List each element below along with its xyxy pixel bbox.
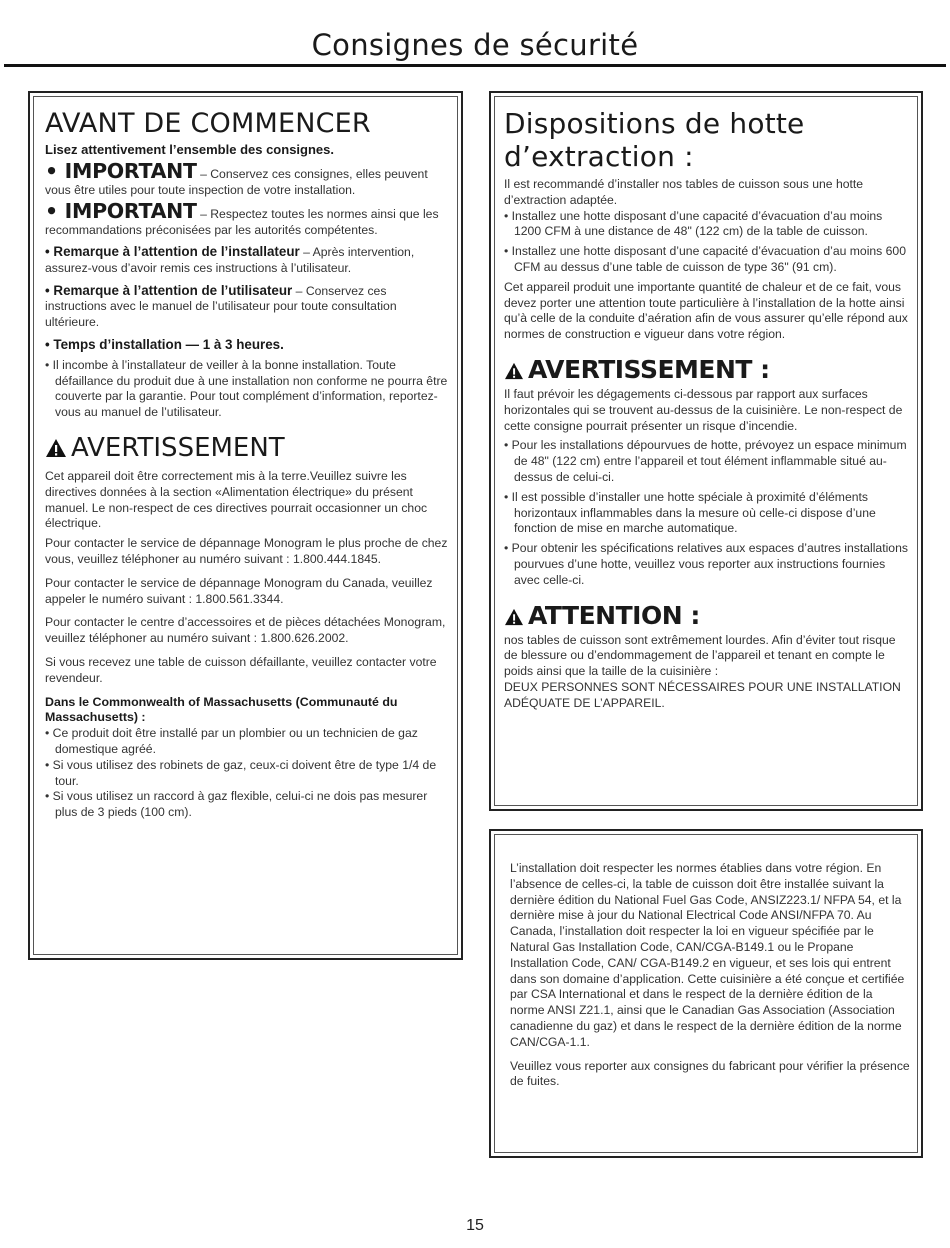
install-time-notes: [45, 358, 448, 421]
list-item: • Pour obtenir les spécifications relatives aux espaces d’autres installations pourvues d’une hotte, veuillez vous reporter aux instructions fournies avec celle-ci.: [504, 541, 910, 588]
warning-triangle-icon: [45, 435, 67, 465]
two-person-text: DEUX PERSONNES SONT NÉCESSAIRES POUR UNE INSTALLATION ADÉQUATE DE L’APPAREIL.: [504, 679, 901, 710]
installer-remark-label: • Remarque à l’attention de l’installateur: [45, 244, 300, 259]
hood-requirements-box: [489, 91, 923, 811]
list-item: • Pour les installations dépourvues de hotte, prévoyez un espace minimum de 48" (122 cm) entre l’appareil et tout élément inflammable situé au-dessus de celui-ci.: [504, 438, 910, 485]
list-item: • Ce produit doit être installé par un plombier ou un technicien de gaz domestique agréé.: [45, 726, 448, 758]
service-canada-text: Pour contacter le service de dépannage Monogram du Canada, veuillez appeler le numéro suivant : 1.800.561.3344.: [45, 575, 433, 606]
warning-triangle-icon: [504, 603, 524, 633]
before-starting-subheading: Lisez attentivement l’ensemble des consignes.: [45, 142, 334, 157]
list-item: • Installez une hotte disposant d’une capacité d’évacuation d’au moins 1200 CFM à une distance de 48" (122 cm) de la table de cuisson.: [504, 209, 910, 241]
important-note-2: [45, 199, 448, 238]
important-note-1: [45, 159, 448, 198]
hood-list: [504, 209, 910, 276]
parts-center-text: Pour contacter le centre d’accessoires et de pièces détachées Monogram, veuillez téléphoner au numéro suivant : 1.800.626.2002.: [45, 615, 446, 646]
heat-note: Cet appareil produit une importante quantité de chaleur et de ce fait, vous devez porter une attention toute particulière à l’installation de la hotte ainsi qu’à celle de la conduite d’aération afin de vous assurer qu’elle répond aux normes de construction e vigueur dans votre région.: [504, 279, 908, 342]
weight-warning-text: nos tables de cuisson sont extrêmement lourdes. Afin d’éviter tout risque de blessure ou d’endommagement de l’appareil et tenant en compte le poids ainsi que la taille de la cuisinière :: [504, 632, 896, 679]
warning-title: AVERTISSEMENT: [71, 432, 285, 463]
install-time: [45, 337, 448, 354]
list-item: • Il incombe à l’installateur de veiller à la bonne installation. Toute défaillance du produit due à une installation non conforme ne pourra être couverte par la garantie. Pour tout complément d’information, reportez-vous au manuel de l’utilisateur.: [45, 358, 448, 421]
user-remark-label: • Remarque à l’attention de l’utilisateur: [45, 282, 293, 298]
codes-compliance-box: [489, 829, 923, 1158]
defective-unit-text: Si vous recevez une table de cuisson défaillante, veuillez contacter votre revendeur.: [45, 654, 437, 685]
massachusetts-heading: Dans le Commonwealth of Massachusetts (Communauté du Massachusetts) :: [45, 694, 398, 725]
hood-heading: Dispositions de hotte d’extraction :: [504, 107, 805, 173]
attention-heading: [504, 601, 910, 633]
codes-text: L’installation doit respecter les normes établies dans votre région. En l’absence de celles-ci, la table de cuisson doit être installée suivant la dernière édition du National Fuel Gas Code, ANSIZ223.1/ NFPA 54, et la dernière mise à jour du National Electrical Code ANSI/NFPA 70. Au Canada, l’installation doit respecter la loi en vigueur spécifiée par le Natural Gas Installation Code, CAN/CGA-B149.1 ou le Propane Installation Code, CAN/ CGA-B149.2 en vigueur, et ses lois qui entrent dans son domaine d’application. Cette cuisinière a été conçue et certifiée par CSA International et dans le respect de la dernière édition de la norme ANSI Z21.1, ainsi que le Canadian Gas Association (Association canadienne du gaz) et dans le respect de la dernière édition de la norme CAN/CGA-1.1.: [510, 861, 905, 1049]
before-starting-heading: AVANT DE COMMENCER: [45, 108, 371, 139]
list-item: • Si vous utilisez des robinets de gaz, ceux-ci doivent être de type 1/4 de tour.: [45, 758, 448, 790]
warning-grounding-text: Cet appareil doit être correctement mis à la terre.Veuillez suivre les directives données à la section «Alimentation électrique» du présent manuel. Le non-respect de ces directives pourrait occasionner un choc électrique.: [45, 468, 428, 531]
attention-title: ATTENTION :: [528, 600, 700, 630]
warning-heading: [504, 355, 910, 387]
important-text: – Conservez ces consignes, elles peuvent vous être utiles pour toute inspection de votre installation.: [45, 167, 428, 197]
list-item: • Si vous utilisez un raccord à gaz flexible, celui-ci ne dois pas mesurer plus de 3 pieds (100 cm).: [45, 789, 448, 821]
service-us-text: Pour contacter le service de dépannage Monogram le plus proche de chez vous, veuillez téléphoner au numéro suivant : 1.800.444.1845.: [45, 536, 448, 566]
title-divider: [4, 64, 946, 67]
installer-remark-text: – Après intervention, assurez-vous d’avoir remis ces instructions à l’utilisateur.: [45, 245, 415, 275]
massachusetts-list: [45, 726, 448, 821]
important-label: • IMPORTANT: [45, 159, 197, 183]
list-item: • Installez une hotte disposant d’une capacité d’évacuation d’au moins 600 CFM au dessus d’une table de cuisson de type 36" (91 cm).: [504, 244, 910, 276]
warning-triangle-icon: [504, 357, 524, 387]
important-text: – Respectez toutes les normes ainsi que les recommandations préconisées par les autorités compétentes.: [45, 207, 439, 237]
important-label: • IMPORTANT: [45, 199, 197, 223]
clearance-list: [504, 438, 910, 588]
installer-remark: [45, 244, 448, 277]
user-remark: [45, 283, 448, 331]
before-starting-box: [28, 91, 463, 960]
list-item: • Il est possible d’installer une hotte spéciale à proximité d’éléments horizontaux inflammables dans la mesure où celle-ci dispose d’une fonction de mise en marche automatique.: [504, 490, 910, 537]
install-time-label: • Temps d’installation — 1 à 3 heures.: [45, 336, 284, 352]
warning-title: AVERTISSEMENT :: [528, 354, 770, 384]
hood-intro: Il est recommandé d’installer nos tables de cuisson sous une hotte d’extraction adaptée.: [504, 177, 864, 207]
leak-check-text: Veuillez vous reporter aux consignes du fabricant pour vérifier la présence de fuites.: [510, 1058, 910, 1089]
user-remark-text: – Conservez ces instructions avec le manuel de l’utilisateur pour toute consultation ultérieure.: [45, 283, 397, 330]
warning-heading: [45, 433, 448, 465]
page-number: 15: [466, 1217, 484, 1234]
clearance-text: Il faut prévoir les dégagements ci-dessous par rapport aux surfaces horizontales qui se trouvent au-dessus de la cuisinière. Le non-respect de cette consigne pourrait présenter un risque d’incendie.: [504, 386, 903, 433]
page-title: Consignes de sécurité: [311, 28, 639, 62]
